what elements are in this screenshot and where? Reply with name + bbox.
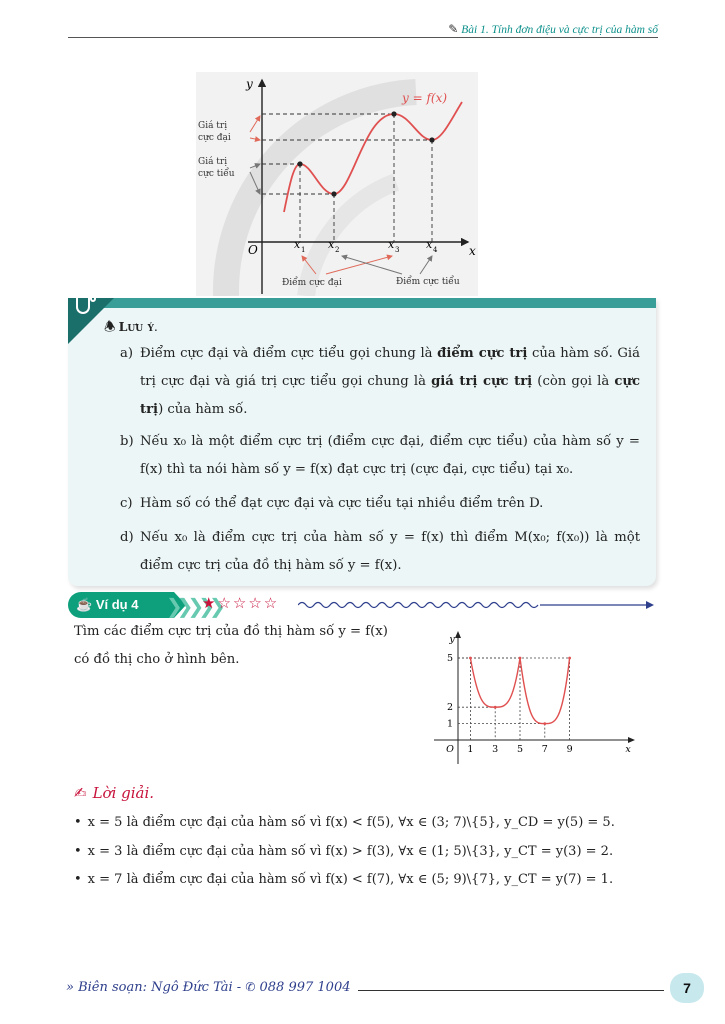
note-item-text: Nếu x₀ là điểm cực trị của hàm số y = f(x) thì điểm M(x₀; f(x₀)) là một điểm cực trị của đồ thị hàm số y = f(x). <box>140 530 640 573</box>
bell-icon: 🕭 <box>104 320 116 335</box>
footer-author: » Biên soạn: Ngô Đức Tài - ✆ 088 997 1004 <box>66 980 351 995</box>
example-label: Ví dụ 4 <box>95 597 139 612</box>
data-point <box>494 706 497 709</box>
note-item-b <box>120 428 640 484</box>
note-title: Lưu ý <box>118 319 154 334</box>
x-axis-label: x <box>625 744 631 755</box>
note-item-text: Hàm số có thể đạt cực đại và cực tiểu tại nhiều điểm trên D. <box>140 496 544 511</box>
note-top-bar <box>68 298 656 308</box>
note-heading <box>104 318 158 340</box>
solution-line-2: • x = 3 là điểm cực đại của hàm số vì f(x) > f(3), ∀x ∈ (1; 5)\{3}, y_CT = y(3) = 2. <box>74 844 614 859</box>
pen-icon: ✍ <box>74 784 87 802</box>
fig1-min-value-label-1: Giá trị <box>198 157 228 167</box>
fig1-x-label: x <box>469 244 476 258</box>
page-number: 7 <box>670 973 704 1003</box>
fig1-max-points-label: Điểm cực đại <box>282 278 342 288</box>
note-item-letter: c) <box>120 496 133 511</box>
page-header <box>68 18 658 38</box>
data-point <box>543 722 546 725</box>
note-item-letter: b) <box>120 434 134 449</box>
fig1-x2-sub: 2 <box>335 246 340 254</box>
x-tick-label: 3 <box>492 744 499 755</box>
note-item-a <box>120 340 640 424</box>
data-point <box>519 657 522 660</box>
solution-title: Lời giải. <box>92 784 155 802</box>
data-point <box>568 657 571 660</box>
fig1-y-label: y <box>246 77 253 91</box>
solution-heading <box>74 784 154 802</box>
difficulty-stars: ★☆☆☆☆ <box>202 594 280 612</box>
example-text-line-2: có đồ thị cho ở hình bên. <box>74 652 240 667</box>
y-axis-arrow <box>455 631 461 638</box>
note-item-letter: d) <box>120 530 134 545</box>
y-tick-label: 5 <box>446 653 454 664</box>
fig1-x1-sub: 1 <box>301 246 306 254</box>
y-tick-label: 2 <box>446 702 454 714</box>
x-axis-arrow <box>628 737 635 743</box>
solution-line-3: • x = 7 là điểm cực đại của hàm số vì f(x) < f(7), ∀x ∈ (5; 9)\{7}, y_CT = y(7) = 1. <box>74 872 614 887</box>
fig1-x4-label: x <box>426 238 433 251</box>
x-tick-label: 9 <box>566 744 573 755</box>
x-tick-label: 7 <box>541 744 548 755</box>
fig1-x2-label: x <box>328 238 335 251</box>
fig1-x3-sub: 3 <box>395 246 400 254</box>
fig1-x4-sub: 4 <box>433 246 438 254</box>
note-item-c <box>120 490 640 518</box>
coffee-icon: ☕ <box>76 597 96 612</box>
note-item-d <box>120 524 640 580</box>
origin-label: O <box>446 744 454 755</box>
x-tick-label: 1 <box>467 744 474 755</box>
example-badge <box>68 592 174 618</box>
note-title-suffix: . <box>153 319 158 334</box>
note-item-text: Điểm cực đại và điểm cực tiểu gọi chung là điểm cực trị của hàm số. Giá trị cực đại và giá trị cực tiểu gọi chung là giá trị cực trị (còn gọi là cực trị) của hàm số. <box>140 346 640 417</box>
fig1-function-label: y = f(x) <box>402 91 448 105</box>
edit-icon: ✎ <box>448 22 459 36</box>
footer-phone: 088 997 1004 <box>259 980 351 995</box>
y-axis-label: y <box>449 634 455 645</box>
y-tick-label: 1 <box>446 718 454 730</box>
example-text-line-1: Tìm các điểm cực trị của đồ thị hàm số y = f(x) <box>74 624 388 639</box>
extrema-illustration <box>196 72 478 296</box>
fig1-min-points-label: Điểm cực tiểu <box>396 277 460 287</box>
fig1-max-value-label-2: cực đại <box>198 133 231 143</box>
fig1-x3-label: x <box>388 238 395 251</box>
paperclip-icon <box>76 286 90 314</box>
wavy-arrow-line <box>298 596 658 614</box>
example-graph <box>430 628 638 768</box>
phone-icon: ✆ <box>245 980 256 994</box>
fig1-min-value-label-2: cực tiểu <box>198 169 235 179</box>
data-point <box>469 657 472 660</box>
footer-rule <box>358 990 664 991</box>
fig1-origin: O <box>248 243 258 257</box>
solution-line-1: • x = 5 là điểm cực đại của hàm số vì f(x) < f(5), ∀x ∈ (3; 7)\{5}, y_CD = y(5) = 5. <box>74 815 615 830</box>
chevrons-icon: ❯❯❯❯❯ <box>166 594 220 618</box>
x-tick-label: 5 <box>516 744 524 755</box>
note-item-text: Nếu x₀ là một điểm cực trị (điểm cực đại, điểm cực tiểu) của hàm số y = f(x) thì ta nói hàm số y = f(x) đạt cực trị (cực đại, cực tiểu) tại x₀. <box>140 434 640 477</box>
fig1-x1-label: x <box>294 238 301 251</box>
header-title: Bài 1. Tính đơn điệu và cực trị của hàm số <box>461 24 658 36</box>
fig1-max-value-label-1: Giá trị <box>198 121 228 131</box>
example-header <box>68 592 658 618</box>
note-item-letter: a) <box>120 346 134 361</box>
page-footer <box>66 978 666 1002</box>
note-box <box>68 298 656 586</box>
